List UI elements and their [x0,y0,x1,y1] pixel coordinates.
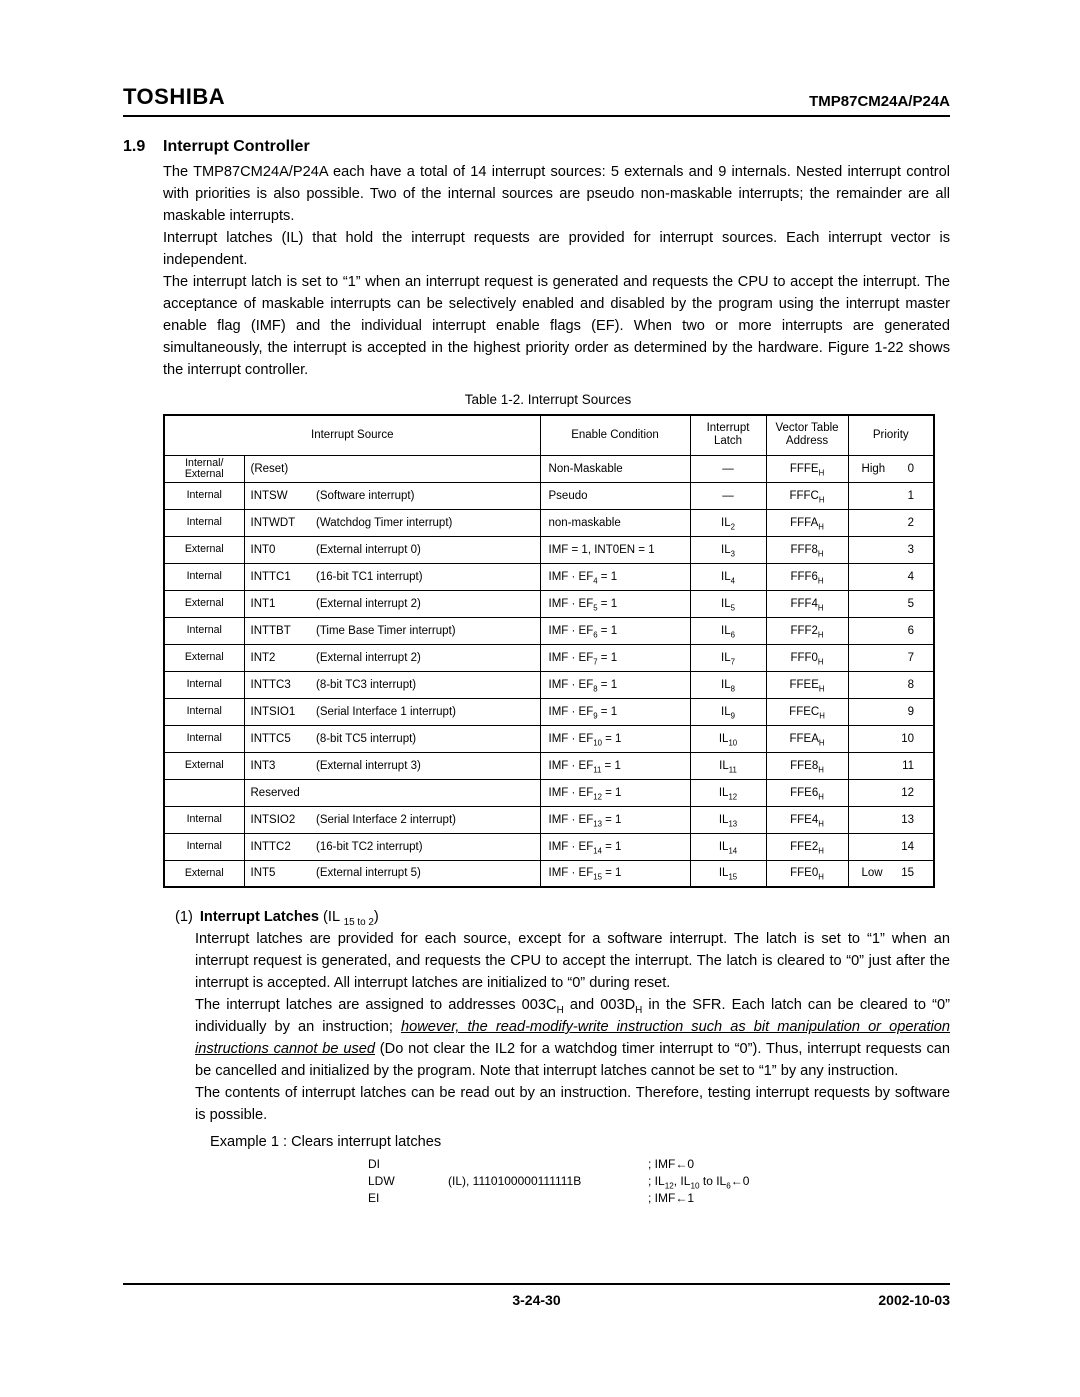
subsection-title-suffix: (IL $_{15 to 2}$) [323,909,379,928]
cell-vector-address: $FFEE_H$ [766,671,848,698]
col-header-enable-condition: Enable Condition [540,415,690,455]
col-header-priority: Priority [848,415,934,455]
cell-vector-address: $FFF2_H$ [766,617,848,644]
table-row [164,860,934,887]
cell-priority [848,455,934,482]
cell-vector-address: $FFE8_H$ [766,752,848,779]
cell-vector-address: $FFF0_H$ [766,644,848,671]
cell-enable-condition: IMF · $EF_9 = 1$ [540,698,690,725]
section-title: Interrupt Controller [163,138,310,155]
cell-enable-condition: IMF · $EF_6 = 1$ [540,617,690,644]
cell-internal-external [164,779,244,806]
table-caption: Table 1-2. Interrupt Sources [464,392,632,407]
priority-number: 4 [907,570,915,583]
cell-vector-address: $FFF4_H$ [766,590,848,617]
cell-internal-external: Internal [164,725,244,752]
section-heading [123,138,950,156]
footer-row [123,1292,950,1308]
latches-paragraph-2 [195,994,950,1082]
cell-source-name: INTTC3 [244,671,316,698]
cell-internal-external: Internal [164,617,244,644]
cell-priority [848,563,934,590]
cell-priority [848,779,934,806]
table-header-row [164,415,934,455]
cell-internal-external: External [164,752,244,779]
priority-number: 6 [907,624,915,637]
section-number: 1.9 [123,138,146,155]
col-header-interrupt-latch: Interrupt Latch [690,415,766,455]
cell-source-name: INTTC2 [244,833,316,860]
code-line [368,1156,950,1173]
cell-interrupt-latch: $IL_6$ [690,617,766,644]
cell-interrupt-latch: $IL_{11}$ [690,752,766,779]
priority-number: 0 [907,462,915,475]
code-operand: (IL), 1110100000111111B [448,1174,582,1188]
priority-number: 1 [907,489,915,502]
table-row [164,833,934,860]
cell-enable-condition: IMF · $EF_{14} = 1$ [540,833,690,860]
table-row [164,563,934,590]
cell-enable-condition: IMF · $EF_{15} = 1$ [540,860,690,887]
cell-source-description: (Time Base Timer interrupt) [316,617,540,644]
priority-label: High [861,462,886,475]
cell-source-name: INTWDT [244,509,316,536]
cell-internal-external: Internal [164,833,244,860]
col-header-interrupt-source: Interrupt Source [164,415,540,455]
cell-interrupt-latch: — [690,482,766,509]
cell-source-name: INT1 [244,590,316,617]
table-row [164,698,934,725]
cell-source-name: INT2 [244,644,316,671]
priority-number: 15 [901,867,915,880]
cell-interrupt-latch: $IL_4$ [690,563,766,590]
cell-priority [848,536,934,563]
part-number: TMP87CM24A/P24A [809,93,950,110]
cell-priority [848,806,934,833]
table-row [164,725,934,752]
cell-source-name: INTSW [244,482,316,509]
cell-priority [848,590,934,617]
cell-vector-address: $FFE2_H$ [766,833,848,860]
table-row [164,482,934,509]
code-comment: ; IMF←0 [648,1157,695,1171]
code-operand [448,1156,648,1173]
interrupt-sources-table [163,414,935,888]
cell-priority [848,509,934,536]
footer-rule [123,1283,950,1285]
cell-source-description [316,455,540,482]
priority-number: 2 [907,516,915,529]
subsection-body [195,928,950,1207]
cell-interrupt-latch: $IL_{12}$ [690,779,766,806]
cell-enable-condition: IMF · $EF_{11} = 1$ [540,752,690,779]
cell-source-description: (Serial Interface 2 interrupt) [316,806,540,833]
priority-number: 10 [901,732,915,745]
cell-internal-external: Internal [164,509,244,536]
code-opcode: DI [368,1157,380,1171]
cell-source-description: (16-bit TC2 interrupt) [316,833,540,860]
latches-paragraph-2-emphasis: however, the read-modify-write instruction such as bit manipulation or operation instructions cannot be used [195,1019,950,1057]
code-operand [448,1190,648,1207]
subsection-title: Interrupt Latches [199,909,320,925]
latches-paragraph-2-lead: The interrupt latches are assigned to addresses $003C_H$ and $003D_H$ in the SFR. Each latch can be cleared to “0” individually by an instruction; [195,997,950,1035]
cell-source-name: INTSIO2 [244,806,316,833]
page-footer [123,1283,950,1308]
cell-interrupt-latch: $IL_9$ [690,698,766,725]
cell-interrupt-latch: $IL_{15}$ [690,860,766,887]
cell-source-description: (External interrupt 0) [316,536,540,563]
intro-paragraph-2: Interrupt latches (IL) that hold the interrupt requests are provided for interrupt sources. Each interrupt vector is independent. [163,230,950,268]
code-comment: ; IMF←1 [648,1191,695,1205]
section-body [163,161,950,1207]
cell-source-name: INTSIO1 [244,698,316,725]
cell-internal-external: External [164,590,244,617]
cell-interrupt-latch: $IL_8$ [690,671,766,698]
cell-priority [848,644,934,671]
cell-enable-condition: IMF · $EF_8 = 1$ [540,671,690,698]
cell-interrupt-latch: $IL_7$ [690,644,766,671]
cell-source-description: (8-bit TC3 interrupt) [316,671,540,698]
example-title: Example 1 : Clears interrupt latches [210,1134,442,1150]
cell-source-description: (Serial Interface 1 interrupt) [316,698,540,725]
interrupt-sources-table-block [163,392,933,888]
priority-label: Low [861,867,883,880]
cell-source-description: (8-bit TC5 interrupt) [316,725,540,752]
cell-vector-address: $FFF6_H$ [766,563,848,590]
code-comment: ; $IL_{12}$, $IL_{10}$ to $IL_6\leftarrow 0$ [648,1174,750,1191]
cell-enable-condition: non-maskable [540,509,690,536]
cell-vector-address: $FFEC_H$ [766,698,848,725]
priority-number: 14 [901,840,915,853]
cell-source-name: INTTBT [244,617,316,644]
cell-priority [848,671,934,698]
code-opcode: EI [368,1191,380,1205]
cell-source-description: (16-bit TC1 interrupt) [316,563,540,590]
header-rule [123,115,950,117]
cell-internal-external: Internal [164,806,244,833]
cell-priority [848,833,934,860]
cell-source-description [316,779,540,806]
example-code-block [368,1156,950,1207]
cell-source-description: (External interrupt 3) [316,752,540,779]
cell-enable-condition: IMF · $EF_{12} = 1$ [540,779,690,806]
priority-number: 12 [901,786,915,799]
cell-source-name: (Reset) [244,455,316,482]
cell-interrupt-latch: $IL_3$ [690,536,766,563]
cell-source-name: INT5 [244,860,316,887]
cell-priority [848,860,934,887]
cell-source-name: INTTC1 [244,563,316,590]
code-line [368,1173,950,1190]
cell-internal-external: External [164,860,244,887]
latches-paragraph-1: Interrupt latches are provided for each source, except for a software interrupt. The latch is set to “1” when an interrupt request is generated, and requests the CPU to accept the interrupt. The latch is cleared to “0” just after the interrupt is accepted. All interrupt latches are initialized to “0” during reset. [195,931,950,991]
priority-number: 7 [907,651,915,664]
table-row [164,644,934,671]
cell-source-description: (Software interrupt) [316,482,540,509]
interrupt-table-body [164,455,934,887]
cell-internal-external: Internal [164,482,244,509]
cell-interrupt-latch: — [690,455,766,482]
subsection-heading [175,906,950,928]
code-line [368,1190,950,1207]
cell-vector-address: $FFFA_H$ [766,509,848,536]
cell-enable-condition: Pseudo [540,482,690,509]
col-header-vector-table-address: Vector Table Address [766,415,848,455]
cell-priority [848,617,934,644]
priority-number: 8 [907,678,915,691]
cell-priority [848,482,934,509]
table-row [164,779,934,806]
table-row [164,590,934,617]
cell-internal-external: Internal [164,563,244,590]
cell-source-name: INT0 [244,536,316,563]
cell-priority [848,752,934,779]
cell-source-name: INTTC5 [244,725,316,752]
cell-interrupt-latch: $IL_{13}$ [690,806,766,833]
table-row [164,806,934,833]
priority-number: 5 [907,597,915,610]
brand-logo: TOSHIBA [123,84,226,109]
page-number: 3-24-30 [512,1292,561,1308]
cell-priority [848,698,934,725]
cell-vector-address: $FFE4_H$ [766,806,848,833]
cell-enable-condition: IMF · $EF_{10} = 1$ [540,725,690,752]
latches-paragraph-3: The contents of interrupt latches can be read out by an instruction. Therefore, testing interrupt requests by software is possible. [195,1085,950,1123]
table-row [164,509,934,536]
cell-interrupt-latch: $IL_5$ [690,590,766,617]
latches-paragraph-2-tail: (Do not clear the IL2 for a watchdog timer interrupt to “0”). Thus, interrupt requests can be cancelled and initialized by the program. Note that interrupt latches cannot be set to “1” by any instruction. [195,1041,950,1079]
priority-number: 9 [907,705,915,718]
priority-number: 13 [901,813,915,826]
cell-source-description: (Watchdog Timer interrupt) [316,509,540,536]
cell-enable-condition: IMF · $EF_{13} = 1$ [540,806,690,833]
cell-priority [848,725,934,752]
cell-enable-condition: IMF · $EF_4 = 1$ [540,563,690,590]
intro-paragraph-1: The TMP87CM24A/P24A each have a total of 14 interrupt sources: 5 externals and 9 internals. Nested interrupt control with priorities is also possible. Two of the internal sources are pseudo non-maskable interrupts; the remainder are all maskable interrupts. [163,164,950,224]
cell-vector-address: $FFF8_H$ [766,536,848,563]
cell-enable-condition: Non-Maskable [540,455,690,482]
cell-source-description: (External interrupt 2) [316,644,540,671]
priority-number: 3 [907,543,915,556]
cell-interrupt-latch: $IL_{14}$ [690,833,766,860]
cell-interrupt-latch: $IL_{10}$ [690,725,766,752]
cell-internal-external: External [164,536,244,563]
table-row [164,617,934,644]
priority-number: 11 [902,759,915,772]
page-header [123,84,950,110]
cell-source-name: INT3 [244,752,316,779]
cell-interrupt-latch: $IL_2$ [690,509,766,536]
cell-internal-external: Internal [164,698,244,725]
table-row [164,455,934,482]
code-opcode: LDW [368,1174,395,1188]
cell-enable-condition: IMF · $EF_5 = 1$ [540,590,690,617]
table-row [164,671,934,698]
cell-internal-external: External [164,644,244,671]
cell-vector-address: $FFFE_H$ [766,455,848,482]
subsection-number: (1) [175,909,193,925]
cell-enable-condition: IMF = 1, INT0EN = 1 [540,536,690,563]
subsection-interrupt-latches [175,906,950,1207]
document-date: 2002-10-03 [878,1292,950,1308]
cell-source-name: Reserved [244,779,316,806]
cell-vector-address: $FFEA_H$ [766,725,848,752]
cell-vector-address: $FFE6_H$ [766,779,848,806]
cell-vector-address: $FFE0_H$ [766,860,848,887]
table-row [164,536,934,563]
cell-source-description: (External interrupt 5) [316,860,540,887]
cell-source-description: (External interrupt 2) [316,590,540,617]
intro-paragraph-3: The interrupt latch is set to “1” when an interrupt request is generated and requests the CPU to accept the interrupt. The acceptance of maskable interrupts can be selectively enabled and disabled by the program using the interrupt master enable flag (IMF) and the individual interrupt enable flags (EF). When two or more interrupts are generated simultaneously, the interrupt is accepted in the highest priority order as determined by the hardware. Figure 1-22 shows the interrupt controller. [163,274,950,378]
table-row [164,752,934,779]
cell-enable-condition: IMF · $EF_7 = 1$ [540,644,690,671]
cell-internal-external: Internal [164,671,244,698]
cell-vector-address: $FFFC_H$ [766,482,848,509]
cell-internal-external: Internal/ External [164,455,244,482]
